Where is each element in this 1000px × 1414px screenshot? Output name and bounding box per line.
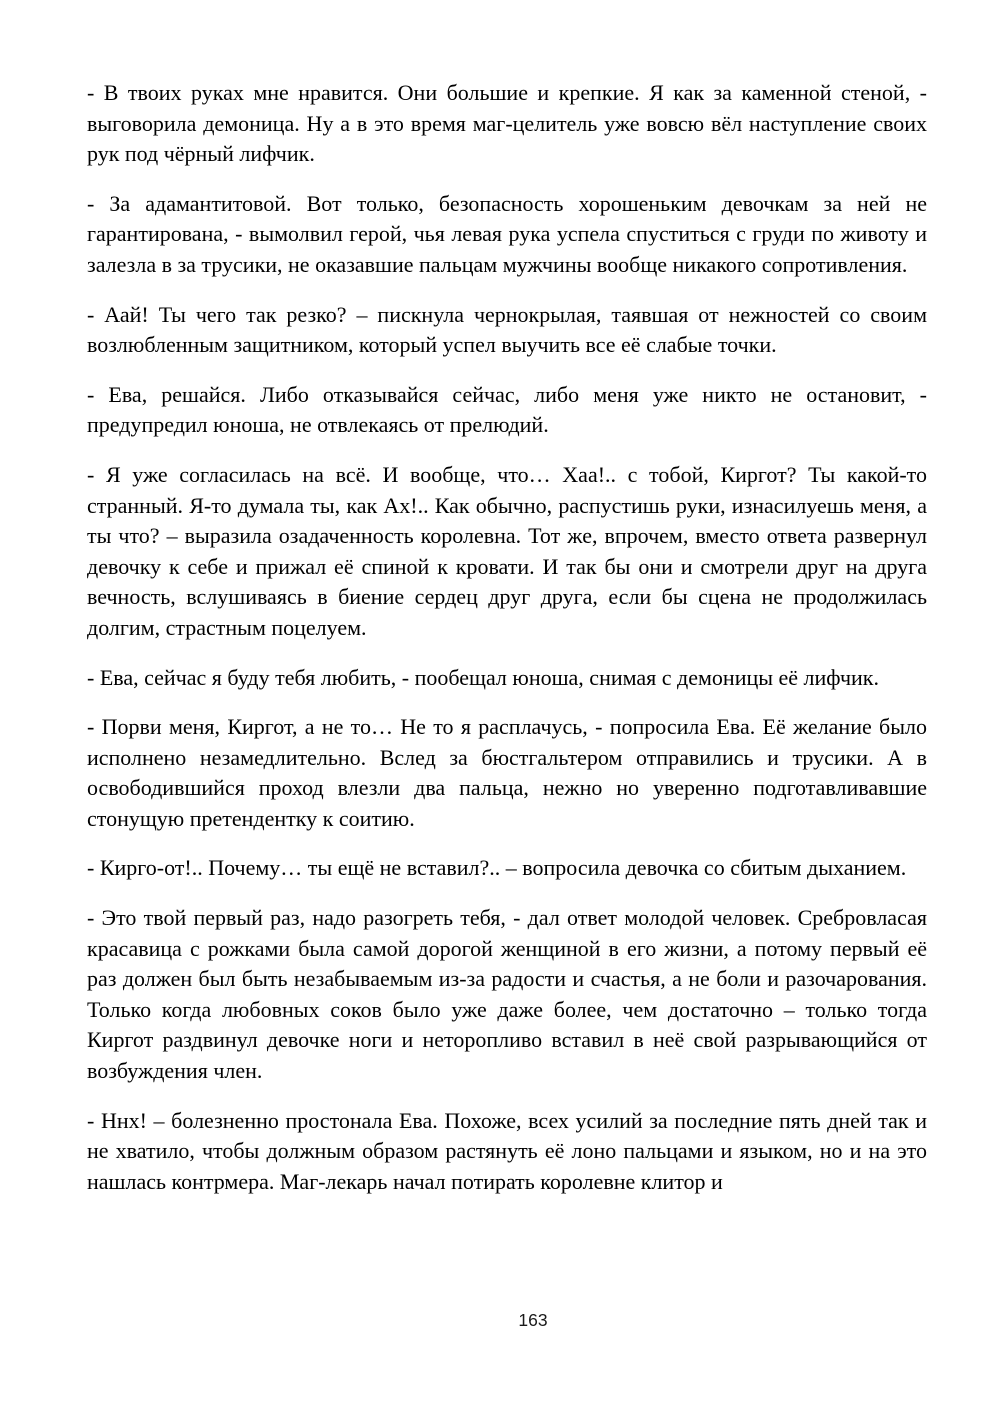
paragraph: - Ева, решайся. Либо отказывайся сейчас, либо меня уже никто не остановит, - предупредил юноша, не отвлекаясь от прелюдий. bbox=[87, 381, 927, 438]
paragraph: - Ннх! – болезненно простонала Ева. Похоже, всех усилий за последние пять дней так и не хватило, чтобы должным образом растянуть её лоно пальцами и языком, но и на это нашлась контрмера. Маг-лекарь начал потирать королевне клитор и bbox=[87, 1107, 927, 1194]
paragraph: - Аай! Ты чего так резко? – пискнула чернокрылая, таявшая от нежностей со своим возлюбленным защитником, который успел выучить все её слабые точки. bbox=[87, 301, 927, 358]
paragraph: - Ева, сейчас я буду тебя любить, - пообещал юноша, снимая с демоницы её лифчик. bbox=[87, 664, 879, 690]
paragraph: - В твоих руках мне нравится. Они большие и крепкие. Я как за каменной стеной, - выговорила демоница. Ну а в это время маг-целитель уже вовсю вёл наступление своих рук под чёрный лифчик. bbox=[87, 80, 927, 167]
body-text bbox=[87, 78, 927, 1197]
page-number: 163 bbox=[518, 1310, 548, 1330]
paragraph: - Это твой первый раз, надо разогреть тебя, - дал ответ молодой человек. Сребровласая красавица с рожками была самой дорогой женщиной в его жизни, а потому первый её раз должен был быть незабываемым из-за радости и счастья, а не боли и разочарования. Только когда любовных соков было уже даже более, чем достаточно – только тогда Киргот раздвинул девочке ноги и неторопливо вставил в неё свой разрывающийся от возбуждения член. bbox=[87, 905, 927, 1084]
paragraph: - За адамантитовой. Вот только, безопасность хорошеньким девочкам за ней не гарантирована, - вымолвил герой, чья левая рука успела спуститься с груди по животу и залезла в за трусики, не оказавшие пальцам мужчины вообще никакого сопротивления. bbox=[87, 190, 927, 277]
paragraph: - Порви меня, Киргот, а не то… Не то я расплачусь, - попросила Ева. Её желание было исполнено незамедлительно. Вслед за бюстгальтером отправились и трусики. А в освободившийся проход влезли два пальца, нежно но уверенно подготавливавшие стонущую претендентку к соитию. bbox=[87, 714, 927, 831]
paragraph: - Я уже согласилась на всё. И вообще, что… Хаа!.. с тобой, Киргот? Ты какой-то странный. Я-то думала ты, как Ах!.. Как обычно, распустишь руки, изнасилуешь меня, а ты что? – выразила озадаченность королевна. Тот же, впрочем, вместо ответа развернул девочку к себе и прижал её спиной к кровати. И так бы они и смотрели друг на друга вечность, вслушиваясь в биение сердец друг друга, если бы сцена не продолжилась долгим, страстным поцелуем. bbox=[87, 461, 927, 640]
paragraph: - Кирго-от!.. Почему… ты ещё не вставил?.. – вопросила девочка со сбитым дыханием. bbox=[87, 855, 907, 881]
